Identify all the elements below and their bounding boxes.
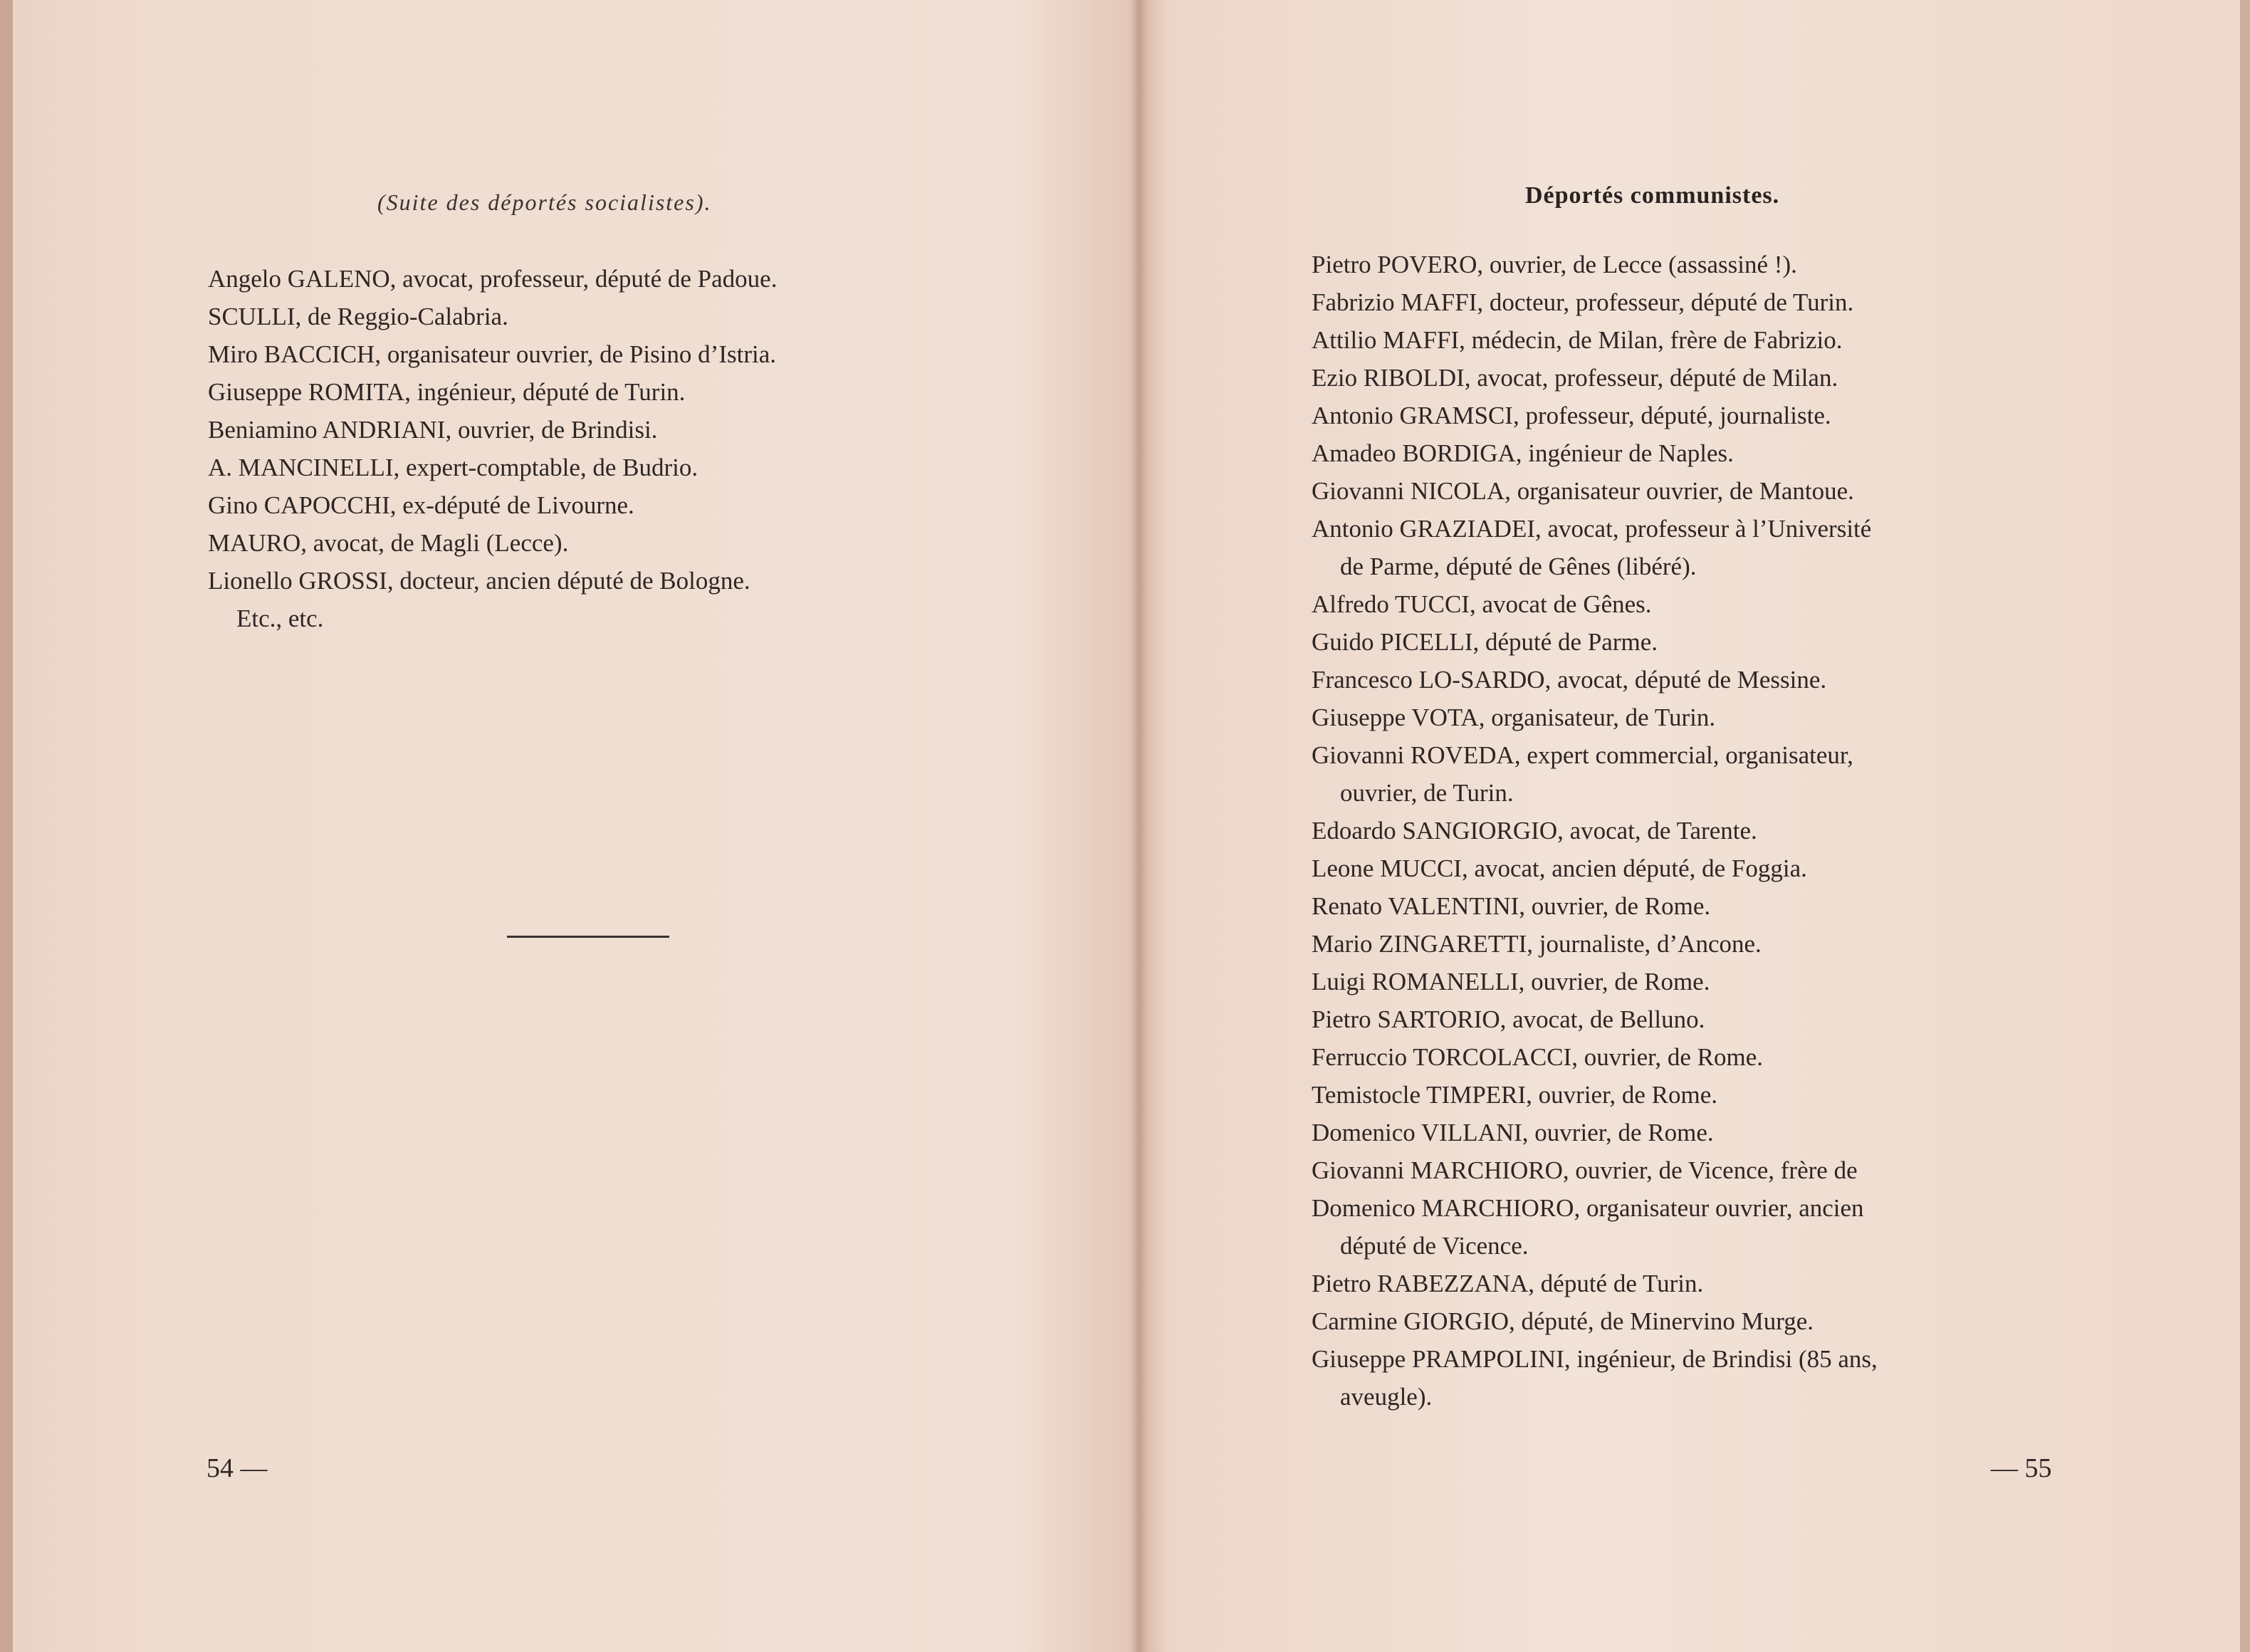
page-number-left: 54 — (206, 1453, 268, 1483)
list-item: Ferruccio TORCOLACCI, ouvrier, de Rome. (1312, 1043, 1764, 1071)
list-item: Domenico VILLANI, ouvrier, de Rome. (1312, 1119, 1714, 1146)
list-item: Alfredo TUCCI, avocat de Gênes. (1312, 590, 1652, 618)
list-item: A. MANCINELLI, expert-comptable, de Budrio. (208, 454, 698, 481)
list-item: Giovanni ROVEDA, expert commercial, organisateur, ouvrier, de Turin. (1312, 741, 1853, 807)
list-item: Guido PICELLI, député de Parme. (1312, 628, 1658, 656)
list-item: Edoardo SANGIORGIO, avocat, de Tarente. (1312, 817, 1757, 845)
list-item: Pietro POVERO, ouvrier, de Lecce (assassiné !). (1312, 251, 1797, 278)
socialist-deportees-list (208, 260, 991, 637)
list-item: Antonio GRAMSCI, professeur, député, journaliste. (1312, 402, 1831, 429)
list-item: Amadeo BORDIGA, ingénieur de Naples. (1312, 439, 1734, 467)
list-item: Leone MUCCI, avocat, ancien député, de Foggia. (1312, 854, 1807, 882)
right-page-heading: Déportés communistes. (1525, 182, 1780, 209)
list-item: MAURO, avocat, de Magli (Lecce). (208, 529, 569, 557)
list-item: Giovanni MARCHIORO, ouvrier, de Vicence, frère de (1312, 1156, 1858, 1184)
list-item: Gino CAPOCCHI, ex-député de Livourne. (208, 491, 634, 519)
list-etc: Etc., etc. (236, 605, 324, 632)
list-item: Lionello GROSSI, docteur, ancien député de Bologne. (208, 567, 750, 595)
section-divider (507, 936, 669, 938)
list-item: Beniamino ANDRIANI, ouvrier, de Brindisi. (208, 416, 658, 444)
list-item: Pietro SARTORIO, avocat, de Belluno. (1312, 1005, 1705, 1033)
list-item: Angelo GALENO, avocat, professeur, député de Padoue. (208, 265, 778, 293)
list-item: Antonio GRAZIADEI, avocat, professeur à l’Université de Parme, député de Gênes (libéré). (1312, 515, 1872, 580)
list-item: Giuseppe ROMITA, ingénieur, député de Turin. (208, 378, 686, 406)
list-item: Ezio RIBOLDI, avocat, professeur, député de Milan. (1312, 364, 1838, 392)
list-item: Giuseppe VOTA, organisateur, de Turin. (1312, 704, 1716, 731)
right-page (1148, 0, 2250, 1652)
left-page-heading: (Suite des déportés socialistes). (377, 189, 712, 215)
list-item: Renato VALENTINI, ouvrier, de Rome. (1312, 892, 1711, 920)
list-item: SCULLI, de Reggio-Calabria. (208, 303, 508, 330)
list-item: Carmine GIORGIO, député, de Minervino Murge. (1312, 1307, 1814, 1335)
list-item: Giovanni NICOLA, organisateur ouvrier, de Mantoue. (1312, 477, 1854, 505)
list-item: Domenico MARCHIORO, organisateur ouvrier, ancien député de Vicence. (1312, 1194, 1864, 1260)
list-item: Pietro RABEZZANA, député de Turin. (1312, 1270, 1704, 1297)
page-number-right: — 55 (1991, 1453, 2052, 1483)
list-item: Miro BACCICH, organisateur ouvrier, de Pisino d’Istria. (208, 340, 776, 368)
list-item: Giuseppe PRAMPOLINI, ingénieur, de Brindisi (85 ans, aveugle). (1312, 1345, 1878, 1411)
list-item: Fabrizio MAFFI, docteur, professeur, député de Turin. (1312, 288, 1854, 316)
list-item: Luigi ROMANELLI, ouvrier, de Rome. (1312, 968, 1710, 995)
communist-deportees-list (1312, 246, 2095, 1416)
list-item: Attilio MAFFI, médecin, de Milan, frère de Fabrizio. (1312, 326, 1843, 354)
list-item: Temistocle TIMPERI, ouvrier, de Rome. (1312, 1081, 1717, 1109)
list-item: Mario ZINGARETTI, journaliste, d’Ancone. (1312, 930, 1762, 958)
list-item: Francesco LO-SARDO, avocat, député de Messine. (1312, 666, 1827, 694)
